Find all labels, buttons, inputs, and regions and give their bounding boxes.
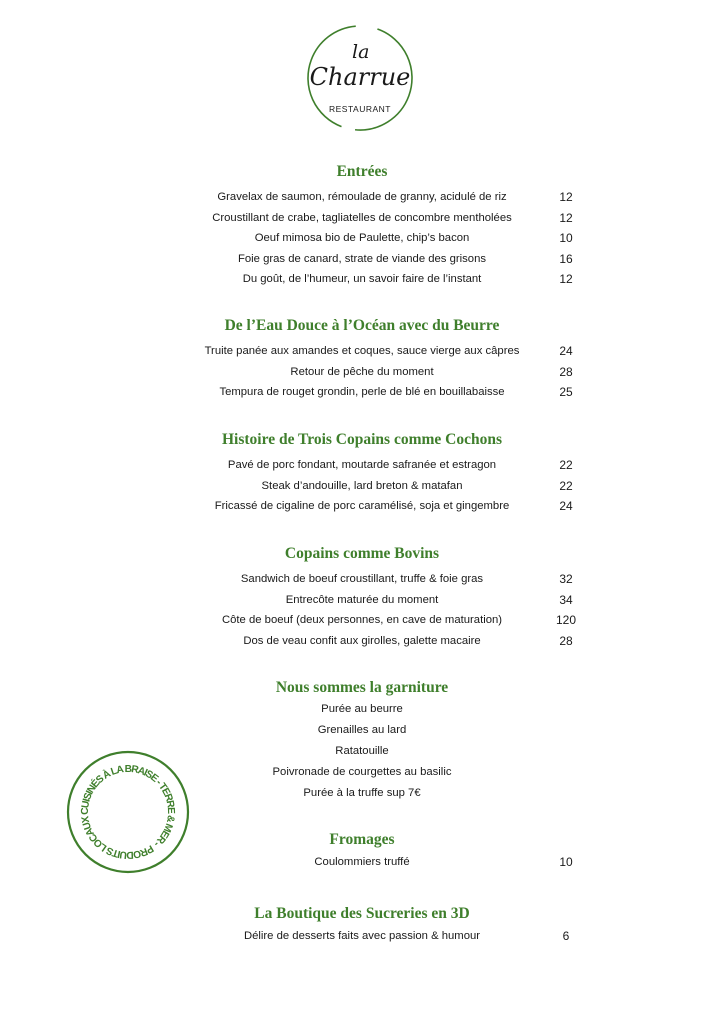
item-name: Du goût, de l’humeur, un savoir faire de l’instant xyxy=(242,273,482,285)
menu-item xyxy=(0,341,724,362)
item-name: Purée à la truffe sup 7€ xyxy=(303,787,421,799)
item-name: Foie gras de canard, strate de viande des grisons xyxy=(237,252,487,265)
svg-text:PRODUITS LOCAUX CUISINÉS À LA xyxy=(64,748,192,876)
item-price: 22 xyxy=(559,458,573,472)
section-entrees xyxy=(0,162,724,290)
menu-item xyxy=(0,699,724,720)
item-name: Croustillant de crabe, tagliatelles de concombre mentholées xyxy=(212,211,512,224)
menu-item xyxy=(0,590,724,611)
section-eau-douce xyxy=(0,316,724,403)
item-name: Dos de veau confit aux girolles, galette macaire xyxy=(243,634,481,647)
menu-item xyxy=(0,496,724,517)
section-title: Nous sommes la garniture xyxy=(275,679,449,696)
logo-subtitle: RESTAURANT xyxy=(329,104,391,114)
item-name: Gravelax de saumon, rémoulade de granny, acidulé de riz xyxy=(217,191,507,203)
item-name: Retour de pêche du moment xyxy=(290,365,434,378)
section-cochons xyxy=(0,430,724,517)
menu-item xyxy=(0,382,724,403)
item-name: Entrecôte maturée du moment xyxy=(285,593,439,606)
section-title: Entrées xyxy=(336,163,388,180)
item-name: Purée au beurre xyxy=(321,703,403,715)
section-title: La Boutique des Sucreries en 3D xyxy=(254,905,470,922)
local-produce-stamp xyxy=(64,748,192,876)
item-name: Fricassé de cigaline de porc caramélisé, soja et gingembre xyxy=(214,500,510,512)
item-price: 32 xyxy=(559,572,573,586)
item-name: Steak d’andouille, lard breton & matafan xyxy=(261,479,463,492)
restaurant-logo xyxy=(304,22,416,134)
menu-item xyxy=(0,455,724,476)
section-title: De l’Eau Douce à l’Océan avec du Beurre xyxy=(224,317,500,334)
menu-item xyxy=(0,187,724,208)
menu-item xyxy=(0,720,724,741)
item-price: 10 xyxy=(559,855,573,869)
logo-name-line2: Charrue xyxy=(309,63,411,91)
item-price: 6 xyxy=(562,929,570,943)
section-title: Copains comme Bovins xyxy=(284,545,440,562)
item-price: 16 xyxy=(559,251,573,266)
section-bovins xyxy=(0,544,724,651)
item-price: 28 xyxy=(559,633,573,648)
stamp-ring-icon xyxy=(64,748,192,876)
item-name: Délire de desserts faits avec passion & humour xyxy=(243,930,481,942)
logo-name-line1: la xyxy=(352,41,370,63)
section-title: Histoire de Trois Copains comme Cochons xyxy=(221,431,502,448)
item-name: Grenailles au lard xyxy=(317,724,407,736)
item-price: 120 xyxy=(555,613,577,627)
item-name: Poivronade de courgettes au basilic xyxy=(272,766,452,778)
menu-item xyxy=(0,228,724,249)
item-price: 12 xyxy=(559,190,573,204)
menu-item xyxy=(0,610,724,631)
menu-item xyxy=(0,249,724,270)
item-price: 28 xyxy=(559,364,573,379)
item-name: Tempura de rouget grondin, perle de blé en bouillabaisse xyxy=(219,386,505,398)
item-price: 22 xyxy=(559,478,573,493)
stamp-text: PRODUITS LOCAUX CUISINÉS À LA BRAISE - TERRE & MER - xyxy=(79,763,177,861)
item-price: 34 xyxy=(559,592,573,607)
menu-item xyxy=(0,926,724,947)
item-price: 24 xyxy=(559,344,573,358)
menu-item xyxy=(0,208,724,229)
item-name: Sandwich de boeuf croustillant, truffe & foie gras xyxy=(240,573,484,585)
item-name: Coulommiers truffé xyxy=(314,856,410,868)
menu-item xyxy=(0,631,724,652)
menu-item xyxy=(0,569,724,590)
item-price: 12 xyxy=(559,210,573,225)
item-price: 24 xyxy=(559,499,573,513)
item-name: Truite panée aux amandes et coques, sauce vierge aux câpres xyxy=(204,345,520,357)
menu-item xyxy=(0,476,724,497)
item-name: Ratatouille xyxy=(335,745,389,757)
section-title: Fromages xyxy=(329,831,395,848)
section-sucreries xyxy=(0,904,724,947)
item-name: Oeuf mimosa bio de Paulette, chip’s bacon xyxy=(254,232,470,244)
item-price: 25 xyxy=(559,385,573,399)
menu-item xyxy=(0,269,724,290)
item-name: Pavé de porc fondant, moutarde safranée et estragon xyxy=(227,459,497,471)
item-price: 10 xyxy=(559,231,573,245)
menu-item xyxy=(0,362,724,383)
item-name: Côte de boeuf (deux personnes, en cave de maturation) xyxy=(221,614,503,626)
logo-ring-icon xyxy=(304,22,416,134)
item-price: 12 xyxy=(559,272,573,286)
